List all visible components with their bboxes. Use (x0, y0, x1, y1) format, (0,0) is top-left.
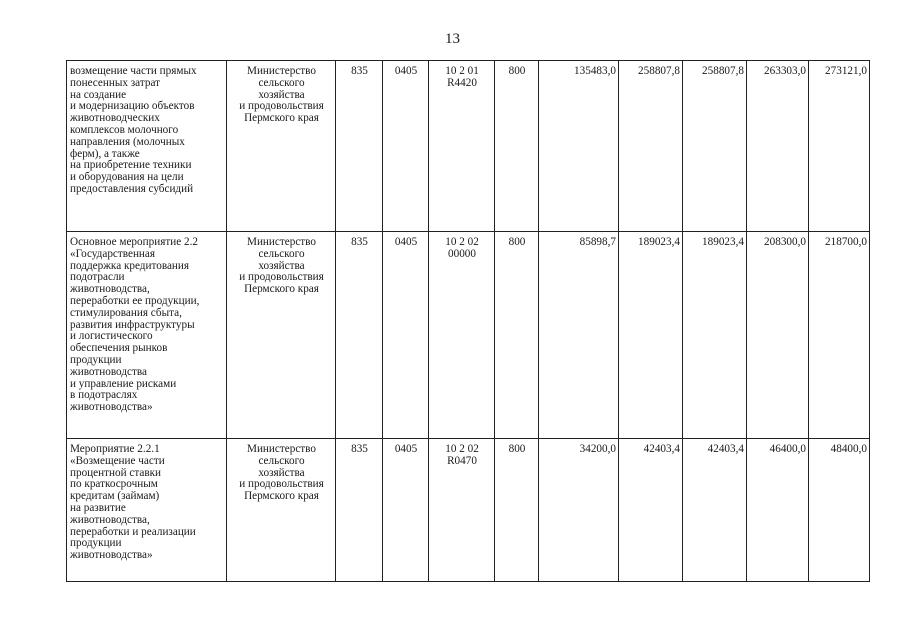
expense-type-cell: 800 (495, 439, 539, 582)
measure-name-cell: Мероприятие 2.2.1 «Возмещение части процентной ставки по краткосрочным кредитам (займам) на развитие животноводства, переработки и реализации продукции животноводства» (67, 439, 227, 582)
target-article-cell: 10 2 02 R0470 (429, 439, 495, 582)
executor-cell: Министерство сельского хозяйства и продовольствия Пермского края (227, 232, 336, 439)
amount-year-5-cell: 48400,0 (809, 439, 870, 582)
grbs-code-cell: 835 (336, 232, 383, 439)
amount-year-4-cell: 46400,0 (747, 439, 809, 582)
expense-type-cell: 800 (495, 232, 539, 439)
amount-year-1-cell: 85898,7 (539, 232, 619, 439)
executor-cell: Министерство сельского хозяйства и продовольствия Пермского края (227, 61, 336, 232)
amount-year-5-cell: 218700,0 (809, 232, 870, 439)
amount-year-1-cell: 135483,0 (539, 61, 619, 232)
amount-year-2-cell: 189023,4 (619, 232, 683, 439)
section-code-cell: 0405 (383, 232, 429, 439)
target-article-cell: 10 2 02 00000 (429, 232, 495, 439)
amount-year-4-cell: 208300,0 (747, 232, 809, 439)
executor-cell: Министерство сельского хозяйства и продовольствия Пермского края (227, 439, 336, 582)
table-row (67, 439, 870, 582)
amount-year-2-cell: 258807,8 (619, 61, 683, 232)
grbs-code-cell: 835 (336, 439, 383, 582)
table-row (67, 61, 870, 232)
amount-year-5-cell: 273121,0 (809, 61, 870, 232)
expense-type-cell: 800 (495, 61, 539, 232)
amount-year-3-cell: 42403,4 (683, 439, 747, 582)
section-code-cell: 0405 (383, 61, 429, 232)
measure-name-cell: Основное мероприятие 2.2 «Государственная поддержка кредитования подотрасли животноводства, переработки ее продукции, стимулирования сбыта, развития инфраструктуры и логистического обеспечения рынков продукции животноводства и управление рисками в подотраслях животноводства» (67, 232, 227, 439)
amount-year-2-cell: 42403,4 (619, 439, 683, 582)
target-article-cell: 10 2 01 R4420 (429, 61, 495, 232)
grbs-code-cell: 835 (336, 61, 383, 232)
table-row (67, 232, 870, 439)
amount-year-1-cell: 34200,0 (539, 439, 619, 582)
measure-name-cell: возмещение части прямых понесенных затрат на создание и модернизацию объектов животноводческих комплексов молочного направления (молочных ферм), а также на приобретение техники и оборудования на цели предоставления субсидий (67, 61, 227, 232)
amount-year-3-cell: 258807,8 (683, 61, 747, 232)
budget-table (66, 60, 870, 582)
amount-year-4-cell: 263303,0 (747, 61, 809, 232)
section-code-cell: 0405 (383, 439, 429, 582)
page-number: 13 (445, 31, 460, 47)
amount-year-3-cell: 189023,4 (683, 232, 747, 439)
